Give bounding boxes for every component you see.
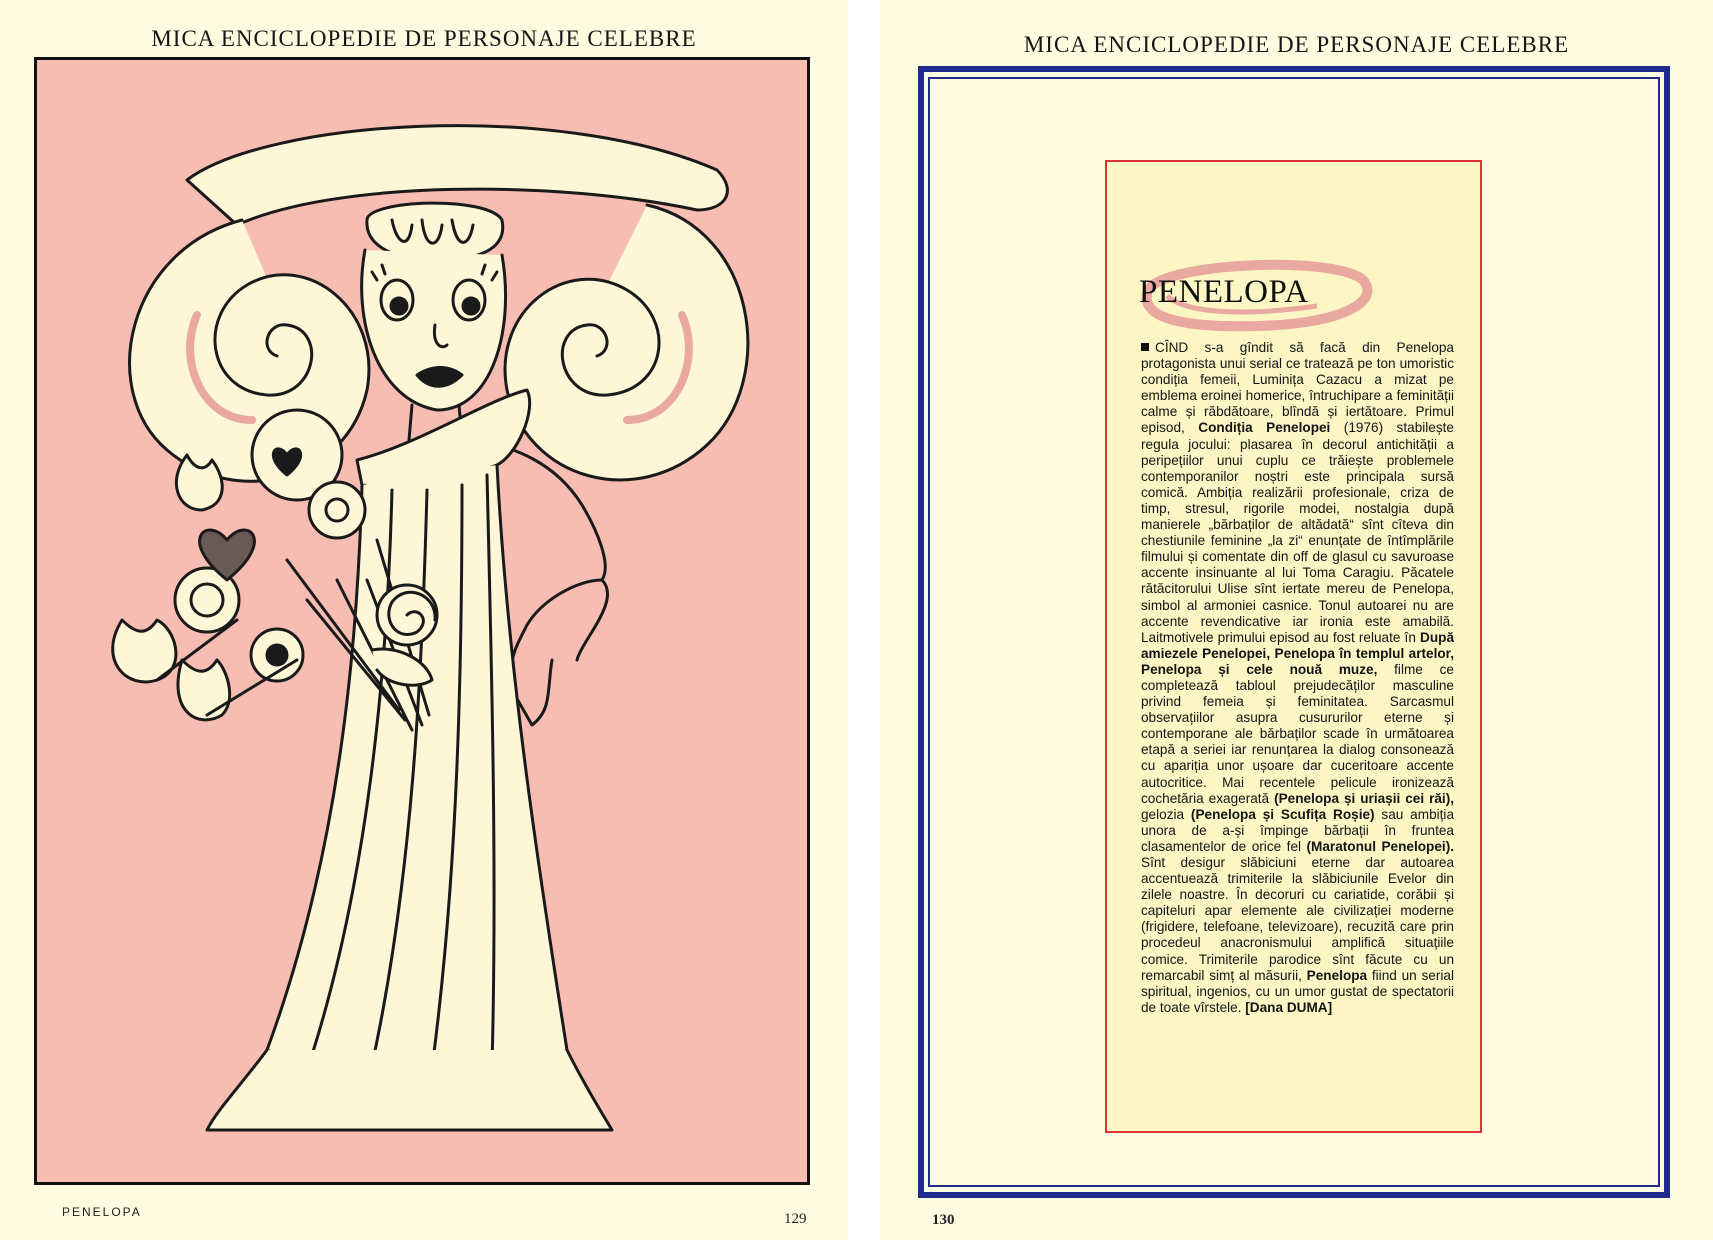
article-box xyxy=(1105,160,1482,1133)
bullet-icon xyxy=(1141,343,1149,351)
page-number-right: 130 xyxy=(932,1212,955,1228)
article-text-run: fiind un serial spiritual, ingenios, cu un umor gustat de spectatorii de toate vîrstele. xyxy=(1141,967,1454,1015)
article-text-run: filme ce completează tabloul prejudecăților masculine privind femeia și feminitatea. Sarcasmul observațiilor asupra cusururilor eterne și contemporane ale bărbaților scade în următoarea etapă a seriei iar renunțarea la dialog consonează cu apariția unor ușoare dar cuceritoare accente autocritice. Mai recentele pelicule ironizează cochetăria exagerată xyxy=(1141,661,1454,806)
running-head-right: MICA ENCICLOPEDIE DE PERSONAJE CELEBRE xyxy=(1023,32,1570,57)
article-bold-run: Penelopa xyxy=(1306,967,1368,983)
illustration-frame xyxy=(34,57,810,1185)
penelope-illustration xyxy=(37,60,807,1182)
article-text-run: Sînt desigur slăbiciuni eterne dar autoarea accentuează trimiterile la slăbiciunile Evelor din zilele noastre. În decoruri cu cariatide, corăbii și capiteluri apar elemente ale civilizației moderne (frigidere, telefoane, televizoare), recuzită care prin procedeul anacronismului amplifică situațiile comice. Trimiterile parodice sînt făcute cu un remarcabil simț al măsurii, xyxy=(1141,855,1454,983)
right-page xyxy=(880,0,1713,1240)
running-head-left: MICA ENCICLOPEDIE DE PERSONAJE CELEBRE xyxy=(151,26,697,51)
article-bold-run: (Penelopa și uriașii cei răi), xyxy=(1274,790,1454,806)
right-volute-icon xyxy=(505,205,748,480)
article-title: PENELOPA xyxy=(1139,274,1309,310)
left-page xyxy=(0,0,848,1240)
arm-right xyxy=(511,580,602,725)
toga-body xyxy=(267,465,567,1074)
article-body-text xyxy=(1141,340,1454,1015)
gutter xyxy=(848,0,880,1240)
article-text-run: (1976) stabilește regula jocului: plasarea în decorul antichității a peripețiilor unui cuplu ce trăiește problemele contemporanilor noștri este principala sursă comică. Ambiția realizării profesionale, criza de timp, stresul, rigorile modei, nostalgia după manierele „bărbaților de altădată“ sînt cîteva din chestiunile feminine „la zi“ enunțate de întîmplările filmului și comentate din off de glasul cu savuroase accente insinuante al lui Toma Caragiu. Păcatele rătăcitorului Ulise sînt iertate mereu de Penelopa, simbol al armoniei casnice. Tonul autoarei nu are accente revendicative iar ironia este amabilă. Laitmotivele primului episod au fost reluate în xyxy=(1141,420,1454,645)
flower-spiral-icon xyxy=(377,585,437,645)
article-text-run: sau ambiția unora de a-și împinge bărbații în fruntea clasamentelor de orice fel xyxy=(1141,806,1455,854)
toga-hem xyxy=(207,1050,612,1130)
page-number-left: 129 xyxy=(784,1211,807,1227)
footer-title: PENELOPA xyxy=(62,1205,142,1219)
article-text-run: gelozia xyxy=(1141,806,1191,822)
article-bold-run: După amiezele Penelopei, Penelopa în templul artelor, Penelopa și cele nouă muze, xyxy=(1141,629,1454,677)
article-bold-run: (Maratonul Penelopei). xyxy=(1306,838,1454,854)
article-text-run: CÎND s-a gîndit să facă din Penelopa protagonista unui serial ce tratează pe ton umoristic condiția femeii, Luminița Cazacu a mizat pe emblema eroinei homerice, întruchipare a feminității calme și răbdătoare, blîndă și iertătoare. Primul episod, xyxy=(1141,340,1454,436)
article-bold-run: [Dana DUMA] xyxy=(1245,999,1333,1015)
article-bold-run: Condiția Penelopei xyxy=(1198,420,1331,436)
article-body xyxy=(1141,340,1454,1016)
article-bold-run: (Penelopa și Scufița Roșie) xyxy=(1190,806,1375,822)
